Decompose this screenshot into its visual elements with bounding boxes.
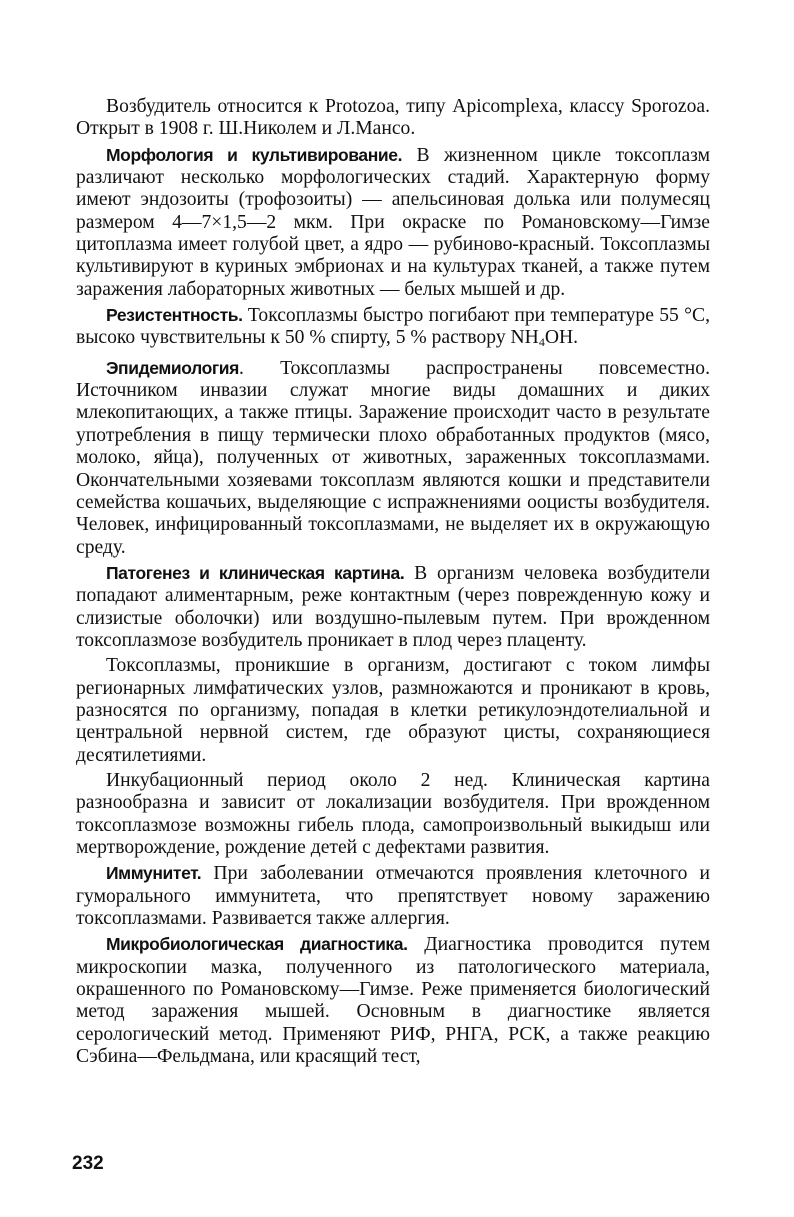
paragraph-incubation bbox=[76, 770, 710, 859]
section-heading: Морфология и культивирование. bbox=[106, 144, 403, 165]
body-text bbox=[76, 96, 710, 1068]
paragraph-diagnostics bbox=[76, 933, 710, 1068]
paragraph-text: Токсоплазмы, проникшие в организм, достигают с током лимфы регионарных лимфатических узлов, размножаются и проникают в кровь, разносятся по организму, попадая в клетки ретикулоэндотелиальной и центральной нервной систем, где образуют цисты, сохраняющиеся десятилетиями. bbox=[76, 655, 710, 766]
paragraph-text-end: OH. bbox=[544, 327, 579, 349]
paragraph-spread bbox=[76, 655, 710, 767]
subscript: 4 bbox=[538, 335, 545, 350]
paragraph-resistance bbox=[76, 304, 710, 354]
section-heading: Эпидемиология bbox=[106, 357, 239, 378]
paragraph-intro bbox=[76, 96, 710, 141]
paragraph-text: . Токсоплазмы распространены повсеместно. Источником инвазии служат многие виды домашних и диких млекопитающих, а также птицы. Заражение происходит часто в результате употребления в пищу термически плохо обработанных продуктов (мясо, молоко, яйца), полученных от животных, зараженных токсоплазмами. Окончательными хозяевами токсоплазм являются кошки и представители семейства кошачьих, выделяющие с испражнениями ооцисты возбудителя. Человек, инфицированный токсоплазмами, не выделяет их в окружающую среду. bbox=[76, 357, 710, 558]
page-number: 232 bbox=[72, 1153, 104, 1174]
paragraph-text: Инкубационный период около 2 нед. Клиническая картина разнообразна и зависит от локализации возбудителя. При врожденном токсоплазмозе возможны гибель плода, самопроизвольный выкидыш или мертворождение, рождение детей с дефектами развития. bbox=[76, 769, 710, 858]
paragraph-immunity bbox=[76, 862, 710, 930]
paragraph-morphology bbox=[76, 144, 710, 301]
section-heading: Резистентность. bbox=[106, 305, 243, 326]
paragraph-text: При заболевании отмечаются проявления клеточного и гуморального иммунитета, что препятствует новому заражению токсоплазмами. Развивается также аллергия. bbox=[76, 863, 710, 930]
paragraph-text: В организм человека возбудители попадают алиментарным, реже контактным (через поврежденную кожу и слизистые оболочки) или воздушно-пылевым путем. При врожденном токсоплазмозе возбудитель проникает в плод через плаценту. bbox=[76, 562, 711, 651]
paragraph-text: Диагностика проводится путем микроскопии мазка, полученного из патологического материала, окрашенного по Романовскому—Гимзе. Реже применяется биологический метод заражения мышей. Основным в диагностике является серологический метод. Применяют РИФ, РНГА, РСК, а также реакцию Сэбина—Фельдмана, или красящий тест, bbox=[76, 934, 710, 1068]
section-heading: Иммунитет. bbox=[106, 863, 202, 884]
paragraph-text: Токсоплазмы быстро погибают при температуре 55 °С, высоко чувствительны к 50 % спирту, 5 % раствору NH bbox=[76, 305, 710, 349]
section-heading: Патогенез и клиническая картина. bbox=[106, 562, 405, 583]
paragraph-text: Возбудитель относится к Protozoa, типу Apicomplexa, классу Sporozoa. Открыт в 1908 г. Ш.Николем и Л.Мансо. bbox=[76, 96, 710, 140]
section-heading: Микробиологическая диагностика. bbox=[106, 934, 408, 955]
paragraph-epidemiology bbox=[76, 357, 710, 559]
paragraph-pathogenesis bbox=[76, 562, 710, 652]
paragraph-text: В жизненном цикле токсоплазм различают несколько морфологических стадий. Характерную форму имеют эндозоиты (трофозоиты) — апельсиновая долька или полумесяц размером 4—7×1,5—2 мкм. При окраске по Романовскому—Гимзе цитоплазма имеет голубой цвет, а ядро — рубиново-красный. Токсоплазмы культивируют в куриных эмбрионах и на культурах тканей, а также путем заражения лабораторных животных — белых мышей и др. bbox=[76, 144, 710, 300]
